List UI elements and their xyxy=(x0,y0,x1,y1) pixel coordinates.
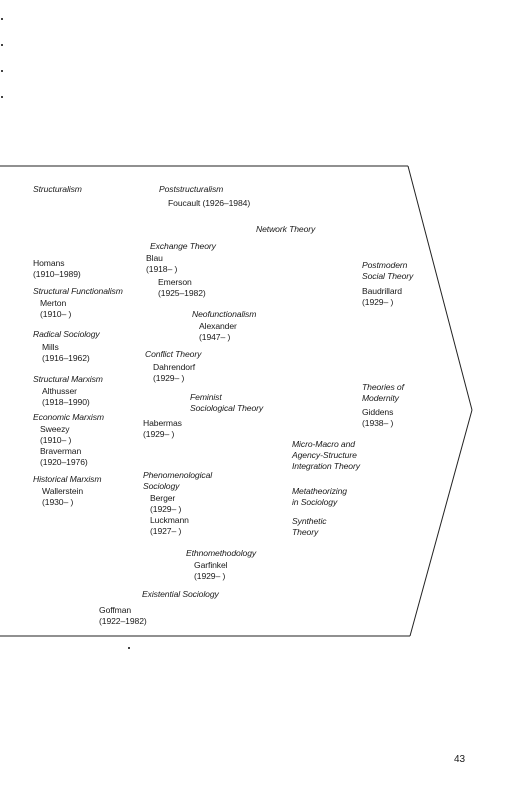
blau-line: (1918– ) xyxy=(146,264,178,274)
luckmann-label xyxy=(150,515,189,537)
braverman-line: Braverman xyxy=(40,446,82,456)
althusser-line: (1918–1990) xyxy=(42,397,90,407)
feminist-sociological-theory-line: Feminist xyxy=(190,392,222,402)
habermas-line: Habermas xyxy=(143,418,182,428)
braverman-line: (1920–1976) xyxy=(40,457,88,467)
baudrillard-line: Baudrillard xyxy=(362,286,402,296)
conflict-theory-line: Conflict Theory xyxy=(145,349,202,359)
radical-sociology-line: Radical Sociology xyxy=(33,329,100,339)
foucault-label xyxy=(168,198,250,209)
structural-marxism-line: Structural Marxism xyxy=(33,374,103,384)
historical-marxism-label xyxy=(33,474,101,485)
scan-speck xyxy=(1,18,3,20)
phenomenological-sociology-line: Sociology xyxy=(143,481,180,491)
metatheorizing-label xyxy=(292,486,347,508)
goffman-line: (1922–1982) xyxy=(99,616,147,626)
exchange-theory-line: Exchange Theory xyxy=(150,241,216,251)
wallerstein-line: Wallerstein xyxy=(42,486,84,496)
wallerstein-line: (1930– ) xyxy=(42,497,74,507)
alexander-line: (1947– ) xyxy=(199,332,231,342)
scan-speck xyxy=(1,96,3,98)
network-theory-line: Network Theory xyxy=(256,224,316,234)
braverman-label xyxy=(40,446,88,468)
mills-label xyxy=(42,342,90,364)
habermas-line: (1929– ) xyxy=(143,429,175,439)
giddens-line: Giddens xyxy=(362,407,394,417)
althusser-line: Althusser xyxy=(42,386,77,396)
postmodern-social-theory-line: Social Theory xyxy=(362,271,414,281)
garfinkel-line: Garfinkel xyxy=(194,560,228,570)
althusser-label xyxy=(42,386,90,408)
network-theory-label xyxy=(256,224,315,235)
garfinkel-label xyxy=(194,560,228,582)
arrowhead-upper-edge xyxy=(408,166,472,410)
existential-sociology-line: Existential Sociology xyxy=(142,589,219,599)
synthetic-theory-line: Theory xyxy=(292,527,319,537)
homans-line: (1910–1989) xyxy=(33,269,81,279)
blau-line: Blau xyxy=(146,253,163,263)
historical-marxism-line: Historical Marxism xyxy=(33,474,102,484)
foucault-line: Foucault (1926–1984) xyxy=(168,198,251,208)
dahrendorf-line: Dahrendorf xyxy=(153,362,195,372)
poststructuralism-line: Poststructuralism xyxy=(159,184,224,194)
giddens-line: (1938– ) xyxy=(362,418,394,428)
ethnomethodology-label xyxy=(186,548,256,559)
structural-marxism-label xyxy=(33,374,103,385)
economic-marxism-label xyxy=(33,412,104,423)
sweezy-label xyxy=(40,424,71,446)
exchange-theory-label xyxy=(150,241,216,252)
dahrendorf-label xyxy=(153,362,195,384)
berger-line: (1929– ) xyxy=(150,504,182,514)
garfinkel-line: (1929– ) xyxy=(194,571,226,581)
radical-sociology-label xyxy=(33,329,100,340)
goffman-line: Goffman xyxy=(99,605,132,615)
neofunctionalism-line: Neofunctionalism xyxy=(192,309,257,319)
merton-label xyxy=(40,298,71,320)
postmodern-social-theory-label xyxy=(362,260,413,282)
arrowhead-lower-edge xyxy=(410,410,472,636)
structuralism-line: Structuralism xyxy=(33,184,82,194)
luckmann-line: Luckmann xyxy=(150,515,189,525)
poststructuralism-label xyxy=(159,184,223,195)
metatheorizing-line: in Sociology xyxy=(292,497,338,507)
ethnomethodology-line: Ethnomethodology xyxy=(186,548,257,558)
micro-macro-line: Agency-Structure xyxy=(292,450,357,460)
scan-speck xyxy=(1,44,3,46)
structural-functionalism-line: Structural Functionalism xyxy=(33,286,123,296)
structural-functionalism-label xyxy=(33,286,123,297)
postmodern-social-theory-line: Postmodern xyxy=(362,260,408,270)
giddens-label xyxy=(362,407,393,429)
baudrillard-line: (1929– ) xyxy=(362,297,394,307)
micro-macro-label xyxy=(292,439,360,472)
feminist-sociological-theory-label xyxy=(190,392,263,414)
metatheorizing-line: Metatheorizing xyxy=(292,486,347,496)
scan-speck xyxy=(1,70,3,72)
theories-of-modernity-label xyxy=(362,382,404,404)
structuralism-label xyxy=(33,184,82,195)
baudrillard-label xyxy=(362,286,402,308)
merton-line: Merton xyxy=(40,298,67,308)
emerson-line: (1925–1982) xyxy=(158,288,206,298)
economic-marxism-line: Economic Marxism xyxy=(33,412,104,422)
synthetic-theory-line: Synthetic xyxy=(292,516,327,526)
page-number: 43 xyxy=(454,754,466,765)
theories-of-modernity-line: Modernity xyxy=(362,393,399,403)
merton-line: (1910– ) xyxy=(40,309,72,319)
existential-sociology-label xyxy=(142,589,219,600)
habermas-label xyxy=(143,418,182,440)
blau-label xyxy=(146,253,177,275)
micro-macro-line: Integration Theory xyxy=(292,461,360,471)
feminist-sociological-theory-line: Sociological Theory xyxy=(190,403,264,413)
alexander-label xyxy=(199,321,237,343)
conflict-theory-label xyxy=(145,349,201,360)
neofunctionalism-label xyxy=(192,309,256,320)
scan-speck xyxy=(128,647,130,649)
wallerstein-label xyxy=(42,486,83,508)
homans-label xyxy=(33,258,81,280)
berger-line: Berger xyxy=(150,493,176,503)
synthetic-theory-label xyxy=(292,516,326,538)
sweezy-line: Sweezy xyxy=(40,424,70,434)
mills-line: Mills xyxy=(42,342,59,352)
emerson-line: Emerson xyxy=(158,277,192,287)
luckmann-line: (1927– ) xyxy=(150,526,182,536)
emerson-label xyxy=(158,277,206,299)
micro-macro-line: Micro-Macro and xyxy=(292,439,355,449)
phenomenological-sociology-label xyxy=(143,470,212,492)
phenomenological-sociology-line: Phenomenological xyxy=(143,470,213,480)
theories-of-modernity-line: Theories of xyxy=(362,382,404,392)
dahrendorf-line: (1929– ) xyxy=(153,373,185,383)
alexander-line: Alexander xyxy=(199,321,237,331)
homans-line: Homans xyxy=(33,258,65,268)
sweezy-line: (1910– ) xyxy=(40,435,72,445)
mills-line: (1916–1962) xyxy=(42,353,90,363)
goffman-label xyxy=(99,605,147,627)
berger-label xyxy=(150,493,181,515)
